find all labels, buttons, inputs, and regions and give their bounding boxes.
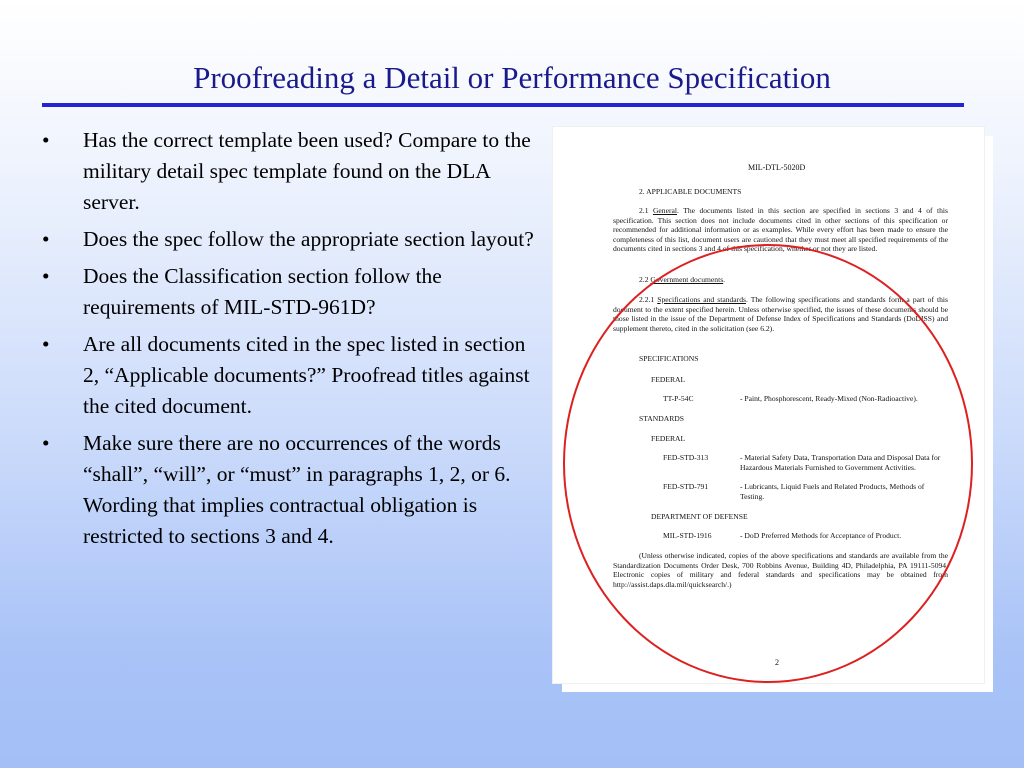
bullet-marker: • [42, 264, 50, 288]
specifications-label: SPECIFICATIONS [639, 354, 699, 363]
federal-label: FEDERAL [651, 434, 686, 443]
bullet-item [42, 261, 542, 323]
para-title: Government documents [650, 275, 724, 284]
federal-label: FEDERAL [651, 375, 686, 384]
bullet-list [42, 125, 542, 558]
para-title: Specifications and standards [657, 295, 746, 304]
bullet-item [42, 125, 542, 218]
document-header: MIL-DTL-5020D [748, 163, 806, 172]
annotation-circle [563, 244, 973, 683]
bullet-item [42, 329, 542, 422]
bullet-marker: • [42, 431, 50, 455]
bullet-marker: • [42, 128, 50, 152]
slide-title: Proofreading a Detail or Performance Specification [193, 60, 831, 95]
bullet-text: Make sure there are no occurrences of the words “shall”, “will”, or “must” in paragraphs 1, 2, or 6. Wording that implies contractual obligation is restricted to sections 3 and 4. [83, 431, 511, 548]
para-number: 2.2.1 [639, 295, 655, 304]
page-number: 2 [775, 658, 779, 667]
para-number: 2.1 [639, 206, 649, 215]
ref-description: - Material Safety Data, Transportation Data and Disposal Data for Hazardous Materials Furnished to Government Activities. [740, 453, 941, 472]
ref-description: - Paint, Phosphorescent, Ready-Mixed (Non-Radioactive). [740, 394, 918, 403]
bullet-text: Are all documents cited in the spec listed in section 2, “Applicable documents?” Proofread titles against the cited document. [83, 332, 530, 418]
bullet-marker: • [42, 332, 50, 356]
bullet-marker: • [42, 227, 50, 251]
ref-code: FED-STD-313 [663, 453, 709, 462]
title-divider [42, 103, 964, 107]
para-text: . [723, 275, 726, 284]
ref-description: - DoD Preferred Methods for Acceptance of Product. [740, 531, 902, 540]
ref-code: TT-P-54C [663, 394, 694, 403]
para-number: 2.2 [639, 275, 649, 284]
closing-text: (Unless otherwise indicated, copies of the above specifications and standards are available from the Standardization Documents Order Desk, 700 Robbins Avenue, Building 4D, Philadelphia, PA 19111-5094. Electronic copies of military and federal standards and specifications may be obtained from http://assist.daps.dla.mil/quicksearch/.) [613, 551, 948, 589]
ref-code: MIL-STD-1916 [663, 531, 712, 540]
bullet-text: Does the Classification section follow the requirements of MIL-STD-961D? [83, 264, 442, 319]
ref-description: - Lubricants, Liquid Fuels and Related Products, Methods of Testing. [740, 482, 925, 501]
dod-label: DEPARTMENT OF DEFENSE [651, 512, 748, 521]
bullet-text: Does the spec follow the appropriate section layout? [83, 227, 534, 251]
ref-code: FED-STD-791 [663, 482, 709, 491]
bullet-item [42, 224, 542, 255]
bullet-text: Has the correct template been used? Compare to the military detail spec template found on the DLA server. [83, 128, 531, 214]
bullet-item [42, 428, 542, 552]
para-text: . The documents listed in this section are specified in sections 3 and 4 of this specification. This section does not include documents cited in other sections of this specification or recommended for additional information or as examples. While every effort has been made to ensure the completeness of this list, document users are cautioned that they must meet all specified requirements of the documents cited in sections 3 and 4 of this specification, whether or not they are listed. [613, 206, 948, 254]
para-title: General [652, 206, 677, 215]
section-heading: 2. APPLICABLE DOCUMENTS [639, 187, 742, 196]
para-text: . The following specifications and standards form a part of this document to the extent specified herein. Unless otherwise specified, the issues of these documents should be those listed in the issue of the Department of Defense Index of Specifications and Standards (DoDISS) and supplement thereto, cited in the solicitation (see 6.2). [613, 295, 948, 333]
standards-label: STANDARDS [639, 414, 684, 423]
